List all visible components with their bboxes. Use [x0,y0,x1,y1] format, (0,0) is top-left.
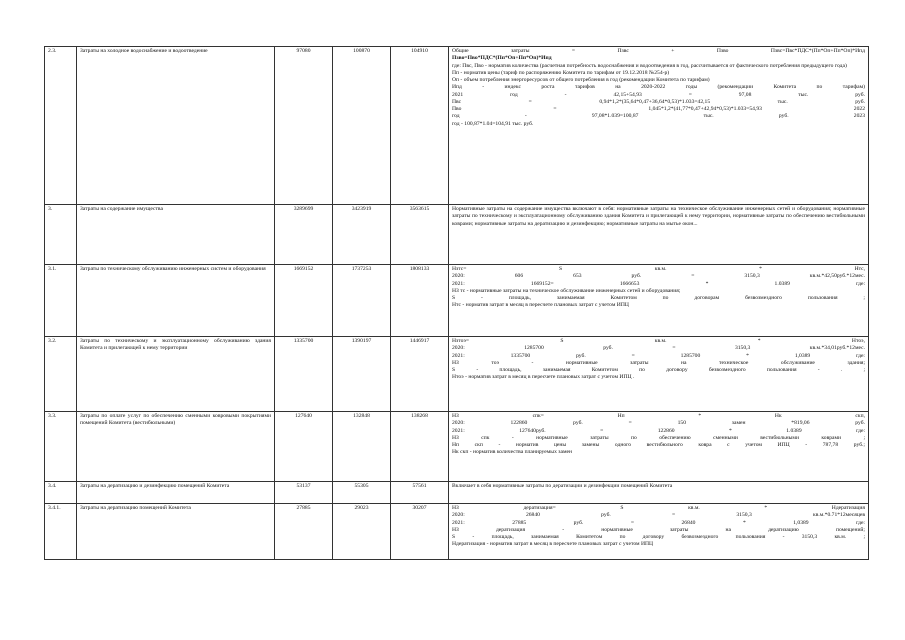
description-line: НЗ дератизация= S кв.м. * Ндератизация [452,505,865,511]
description-line: Нзтоэ= S кв.м. * Нтоэ, [452,338,865,344]
row-name: Затраты на содержание имущества [77,205,275,265]
value-2023: 1446917 [391,337,449,412]
row-description [449,482,869,504]
description-line: Нтоэ - норматив затрат в месяц в пересчете плановых затрат с учетом ИПЦ . [452,374,635,381]
description-line: S - площадь, занимаемая Комитетом по договору безвозмездного пользования - 3150,3 кв.м. ; [452,534,865,541]
description-line: НЗ тоэ - нормативные затраты на техническое обслуживание здания; [452,359,865,366]
value-2021: 1335700 [275,337,333,412]
value-2023: 138268 [391,412,449,482]
row-number: 3.3. [45,412,77,482]
table-row [45,482,869,504]
description-line: 2020: 26840 руб. = 3150,3 кв.м.*0.71*12месяцев [452,512,865,519]
row-description [449,337,869,412]
value-2022: 132848 [333,412,391,482]
value-2021: 3289699 [275,205,333,265]
value-2023: 3563615 [391,205,449,265]
row-number: 3. [45,205,77,265]
row-name: Затраты на дератизацию и дезинфекцию помещений Комитета [77,482,275,504]
row-number: 3.4. [45,482,77,504]
row-description [449,47,869,205]
description-line: Пвс = 0,94*1,2*(35,64*0,47+36,64*0,53)*1.033=42,15 тыс. руб. [452,98,865,105]
table-row [45,205,869,265]
description-line: Оп - объем потребления энергоресурсов от общего потребления в год (рекомендации Комитета по тарифам) [452,77,710,84]
description-line: 2021: 127640руб. = 122860 * 1.0389 где: [452,427,865,434]
row-name: Затраты по техническому обслуживанию инженерных систем и оборудования [77,265,275,337]
table-row [45,47,869,205]
value-2021: 1669152 [275,265,333,337]
value-2022: 29023 [333,504,391,560]
value-2022: 100870 [333,47,391,205]
value-2023: 30207 [391,504,449,560]
description-line: год - 100,87*1.04=104,91 тыс. руб. [452,120,534,127]
description-line: 2021 год - 42,15+54,93 = 97,08 тыс. руб. [452,91,865,98]
description-line: Общие затраты = Пзвс + Пзво Пзвс=Пвс*ПДС*(Пп*Оп+Пп*Оп)*Ипд [452,48,865,54]
table-row [45,265,869,337]
row-description [449,205,869,265]
value-2022: 55305 [333,482,391,504]
table-row [45,337,869,412]
description-line: НЗ спк - нормативные затраты по обеспечению сменными вестибюльными коврами ; [452,434,865,441]
description-line: Нп скп - норматив цены замены одного вестибюльного ковра с учетом ИПЦ - 787,78 руб.; [452,442,865,449]
value-2022: 1737253 [333,265,391,337]
description-line: НЗ дератизация - нормативные затраты на дератизацию помещений; [452,526,865,533]
description-line: Нк скп - норматив количества планируемых замен [452,449,572,456]
description-line: 2021: 1669152= 1666653 * 1.0389 где: [452,280,865,287]
description-line: Пво = 1,045*1,2*(41,77*0,47+42,94*0,53)*1.033=54,93 2022 [452,106,865,113]
row-description [449,504,869,560]
value-2021: 53137 [275,482,333,504]
description-line: 2020: 606 653 руб. = 3150,3 кв.м.*42,50руб.*12мес. [452,273,865,280]
value-2021: 27885 [275,504,333,560]
description-line: S - площадь, занимаемая Комитетом по договору безвозмездного пользования - . ; [452,367,865,374]
row-description [449,412,869,482]
row-number: 2.3. [45,47,77,205]
description-line: Включает в себя нормативные затраты по дератизации и дезинфекции помещений Комитета [452,483,673,489]
description-line: 2021: 1335700 руб. = 1285700 * 1,0389 где: [452,352,865,359]
value-2022: 3423919 [333,205,391,265]
description-line: Ндератизация - норматив затрат в месяц в пересчете плановых затрат с учетом ИПЦ [452,541,654,548]
description-line: 2020: 1285700 руб. = 3150,3 кв.м.*34,01руб.*12мес. [452,345,865,352]
value-2023: 104910 [391,47,449,205]
row-number: 3.4.1. [45,504,77,560]
description-line: НЗ тс - нормативные затраты на техническое обслуживание инженерных сетей и оборудования; [452,287,681,294]
description-line: Пп - норматив цены (тариф по распоряжению Комитета по тарифам от 19.12.2018 №254-р) [452,69,670,76]
description-line: НЗ спк= Нп * Нк скп, [452,413,865,419]
description-line: 2020: 122860 руб. = 150 замен *819,06 руб. [452,420,865,427]
table-row [45,412,869,482]
value-2022: 1390197 [333,337,391,412]
table-body [45,47,869,560]
row-name: Затраты по оплате услуг по обеспечению сменными ковровыми покрытиями помещений Комитета (вестибюльными) [77,412,275,482]
description-line: S - площадь, занимаемая Комитетом по договорам безвозмездного пользования ; [452,295,865,302]
row-number: 3.2. [45,337,77,412]
description-line: Нормативные затраты на содержание имущества включают в себя: нормативные затраты на техническое обслуживание инженерных сетей и оборудования; нормативные затраты по техническому и эксплуатационному обслуживанию здания Комитета и прилегающей к нему территории, нормативные затраты по обеспечению вестибюльными коврами; нормативные затраты на дератизацию и дезинфекцию; нормативные затраты на мытье окон... [452,206,865,227]
value-2023: 1808133 [391,265,449,337]
description-line: год - 97,08*1.039=100,87 тыс. руб. 2023 [452,113,865,120]
row-number: 3.1. [45,265,77,337]
row-name: Затраты на дератизацию помещений Комитета [77,504,275,560]
description-line: Ипд - индекс роста тарифов на 2020-2022 годы (рекомендации Комитета по тарифам) [452,84,865,91]
value-2023: 57561 [391,482,449,504]
row-name: Затраты по техническому и эксплуатационному обслуживанию здания Комитета и прилегающей к нему территории [77,337,275,412]
description-line: Нтс - норматив затрат в месяц в пересчете плановых затрат с учетом ИПЦ [452,302,629,309]
row-description [449,265,869,337]
table-row [45,504,869,560]
row-name: Затраты на холодное водоснабжение и водоотведение [77,47,275,205]
budget-norms-table [44,46,869,560]
value-2021: 127640 [275,412,333,482]
description-line: 2021: 27885 руб. = 26840 * 1,0389 где: [452,519,865,526]
description-line: где: Пвс, Пво - норматив количества (расчетная потребность водоснабжения и водоотведения в год, рассчитывается от фактического потребления предыдущего года) [452,62,847,69]
description-line: Нзтс= S кв.м. * Нтс, [452,266,865,272]
description-line: Пзво=Пво*ПДС*(Пп*Оп+Пп*Оп)*Ипд [452,55,552,62]
value-2021: 97080 [275,47,333,205]
